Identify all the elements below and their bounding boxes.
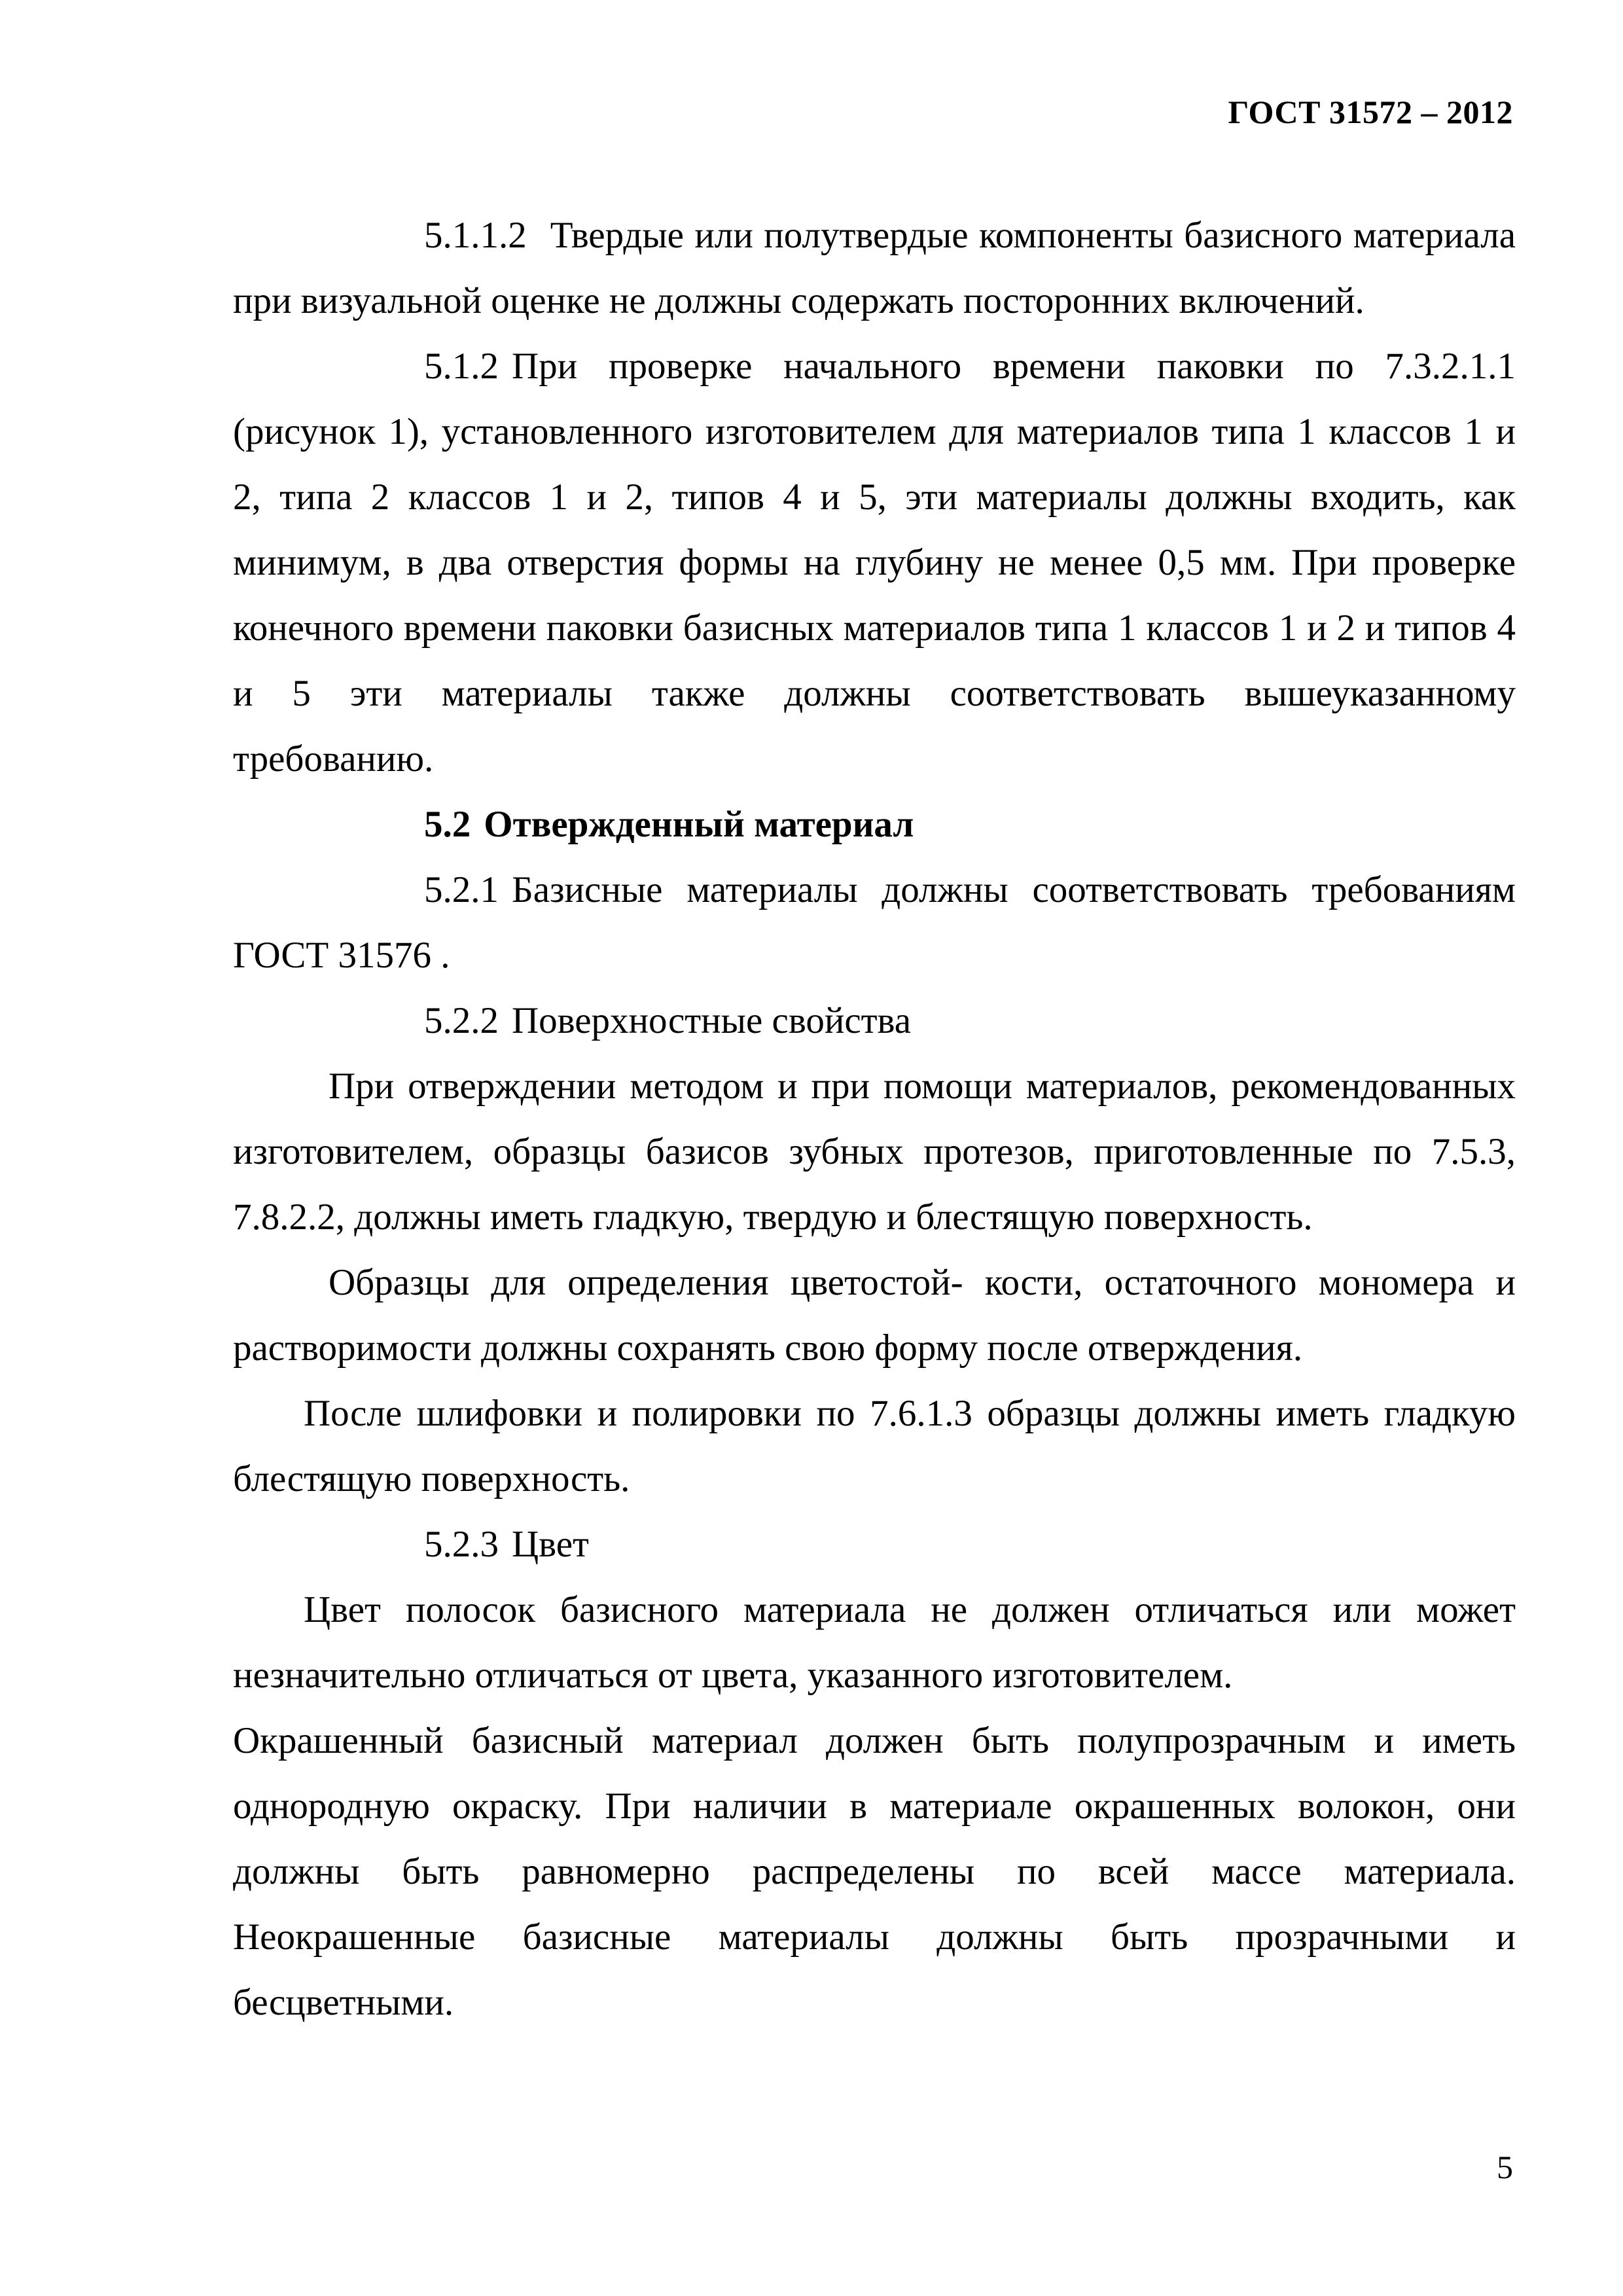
paragraph-5-1-1-2: [233, 203, 1516, 334]
clause-number: 5.1.2: [424, 346, 499, 387]
clause-text: Базисные материалы должны соответствовать требованиям ГОСТ 31576 .: [233, 869, 1516, 976]
document-body: [233, 203, 1516, 2036]
paragraph-polishing: После шлифовки и полировки по 7.6.1.3 образцы должны иметь гладкую блестящую поверхность.: [233, 1393, 1516, 1499]
paragraph-color-strips: Цвет полосок базисного материала не должен отличаться или может незначительно отличаться от цвета, указанного изготовителем.: [233, 1589, 1516, 1696]
clause-text: При проверке начального времени паковки по 7.3.2.1.1 (рисунок 1), установленного изготовителем для материалов типа 1 классов 1 и 2, типа 2 классов 1 и 2, типов 4 и 5, эти материалы должны входить, как минимум, в два отверстия формы на глубину не менее 0,5 мм. При проверке конечного времени паковки базисных материалов типа 1 классов 1 и 2 и типов 4 и 5 эти материалы также должны соответствовать вышеуказанному требованию.: [233, 346, 1516, 780]
clause-number: 5.2.3: [424, 1524, 499, 1565]
paragraph-5-2-2: [233, 988, 1516, 1054]
document-code-header: ГОСТ 31572 – 2012: [1228, 94, 1513, 130]
section-heading-5-2: [233, 792, 1516, 857]
paragraph-surface-properties: При отверждении методом и при помощи материалов, рекомендованных изготовителем, образцы базисов зубных протезов, приготовленные по 7.5.3, 7.8.2.2, должны иметь гладкую, твердую и блестящую поверхность.: [233, 1066, 1516, 1238]
clause-text: Твердые или полутвердые компоненты базисного материала при визуальной оценке не должны содержать посторонних включений.: [233, 215, 1516, 321]
clause-number: 5.1.1.2: [424, 215, 527, 256]
section-number: 5.2: [424, 804, 471, 845]
clause-text: Поверхностные свойства: [512, 1000, 912, 1041]
paragraph-colored-material: Окрашенный базисный материал должен быть полупрозрачным и иметь однородную окраску. При наличии в материале окрашенных волокон, они должны быть равномерно распределены по всей массе материала. Неокрашенные базисные материалы должны быть прозрачными и бесцветными.: [233, 1720, 1516, 2023]
paragraph-5-2-3: [233, 1512, 1516, 1577]
clause-number: 5.2.1: [424, 869, 499, 910]
clause-text: Цвет: [512, 1524, 589, 1565]
section-title: Отвержденный материал: [484, 804, 914, 845]
paragraph-specimens-shape: Образцы для определения цветостой- кости, остаточного мономера и растворимости должны сохранять свою форму после отверждения.: [233, 1262, 1516, 1369]
paragraph-5-1-2: [233, 334, 1516, 792]
page-number: 5: [1497, 2149, 1513, 2185]
clause-number: 5.2.2: [424, 1000, 499, 1041]
paragraph-5-2-1: [233, 857, 1516, 988]
